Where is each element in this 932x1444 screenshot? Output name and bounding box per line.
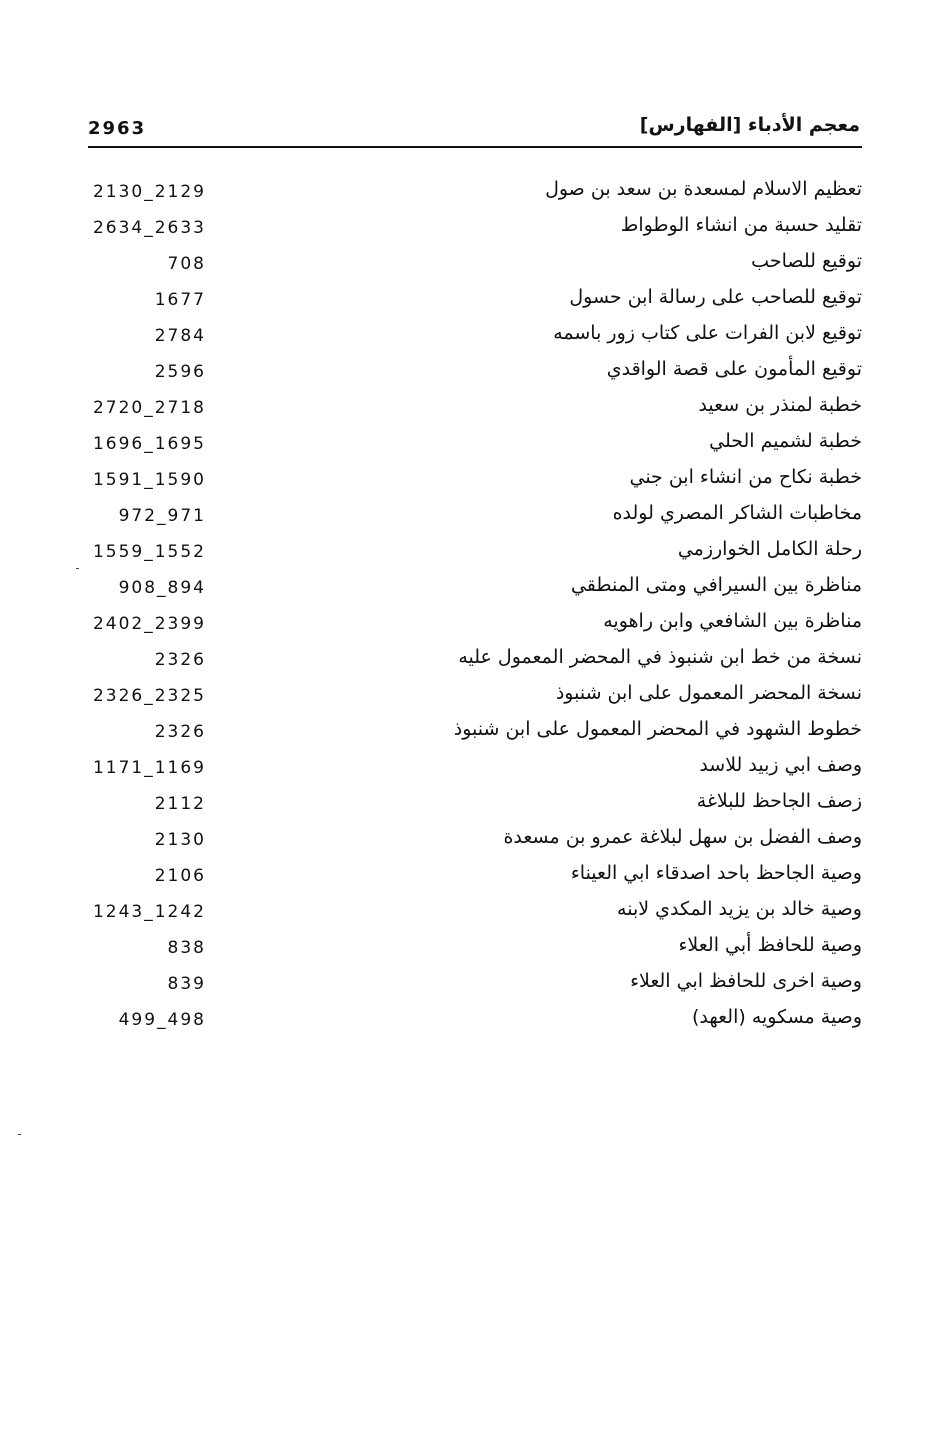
entry-title: وصف ابي زبيد للاسد <box>699 754 862 776</box>
entry-pages: 2596 <box>154 362 206 382</box>
running-title: معجم الأدباء [الفهارس] <box>639 114 860 136</box>
header-rule <box>88 146 862 148</box>
index-entry <box>88 500 862 536</box>
entry-pages: 2720_2718 <box>92 398 206 418</box>
entry-pages: 908_894 <box>118 578 206 598</box>
entry-pages: 2634_2633 <box>92 218 206 238</box>
entry-pages: 2130 <box>154 830 206 850</box>
index-entry <box>88 320 862 356</box>
stray-mark <box>18 1134 21 1135</box>
index-entry <box>88 572 862 608</box>
index-entry <box>88 536 862 572</box>
entry-pages: 1559_1552 <box>92 542 206 562</box>
index-entry <box>88 284 862 320</box>
entry-pages: 2326 <box>154 722 206 742</box>
entry-title: توقيع للصاحب على رسالة ابن حسول <box>569 286 862 308</box>
entry-pages: 838 <box>167 938 206 958</box>
entry-pages: 1171_1169 <box>92 758 206 778</box>
entry-title: تقليد حسبة من انشاء الوطواط <box>620 214 862 236</box>
entry-pages: 2326 <box>154 650 206 670</box>
index-entry <box>88 680 862 716</box>
entry-pages: 2112 <box>154 794 206 814</box>
index-entry <box>88 356 862 392</box>
stray-mark <box>76 568 79 569</box>
page-number: 2963 <box>88 118 147 139</box>
index-entry <box>88 860 862 896</box>
entry-pages: 1696_1695 <box>92 434 206 454</box>
entry-pages: 2130_2129 <box>92 182 206 202</box>
entry-title: توقيع المأمون على قصة الواقدي <box>606 358 862 380</box>
entry-title: تعظيم الاسلام لمسعدة بن سعد بن صول <box>545 178 862 200</box>
entry-pages: 499_498 <box>118 1010 206 1030</box>
entry-title: وصف الفضل بن سهل لبلاغة عمرو بن مسعدة <box>503 826 862 848</box>
entry-title: خطبة لشميم الحلي <box>709 430 862 452</box>
entry-title: خطوط الشهود في المحضر المعمول على ابن شنبوذ <box>453 718 862 740</box>
index-entry <box>88 896 862 932</box>
entry-pages: 1677 <box>154 290 206 310</box>
entry-pages: 2326_2325 <box>92 686 206 706</box>
entry-title: زصف الجاحظ للبلاغة <box>696 790 862 812</box>
entry-title: توقيع للصاحب <box>751 250 862 272</box>
index-entry <box>88 968 862 1004</box>
entry-pages: 1591_1590 <box>92 470 206 490</box>
index-entry <box>88 176 862 212</box>
entry-pages: 972_971 <box>118 506 206 526</box>
index-entry <box>88 428 862 464</box>
entry-title: خطبة لمنذر بن سعيد <box>698 394 862 416</box>
entry-pages: 2106 <box>154 866 206 886</box>
entry-title: وصية للحافظ أبي العلاء <box>678 934 862 956</box>
entry-pages: 839 <box>167 974 206 994</box>
index-entry <box>88 644 862 680</box>
index-entry <box>88 824 862 860</box>
entry-pages: 708 <box>167 254 206 274</box>
entry-title: خطبة نكاح من انشاء ابن جني <box>629 466 862 488</box>
entry-title: رحلة الكامل الخوارزمي <box>677 538 862 560</box>
index-entry <box>88 464 862 500</box>
index-entry <box>88 1004 862 1040</box>
index-entry <box>88 212 862 248</box>
entry-pages: 2402_2399 <box>92 614 206 634</box>
index-entry <box>88 752 862 788</box>
index-entry <box>88 248 862 284</box>
index-entry <box>88 392 862 428</box>
entry-title: وصية اخرى للحافظ ابي العلاء <box>630 970 862 992</box>
entry-title: مخاطبات الشاكر المصري لولده <box>612 502 862 524</box>
entry-title: توقيع لابن الفرات على كتاب زور باسمه <box>553 322 862 344</box>
entry-pages: 2784 <box>154 326 206 346</box>
entry-title: نسخة المحضر المعمول على ابن شنبوذ <box>555 682 862 704</box>
index-list <box>88 176 862 1040</box>
entry-title: مناظرة بين الشافعي وابن راهويه <box>603 610 862 632</box>
entry-title: نسخة من خط ابن شنبوذ في المحضر المعمول عليه <box>458 646 862 668</box>
index-entry <box>88 788 862 824</box>
entry-title: وصية الجاحظ باحد اصدقاء ابي العيناء <box>570 862 862 884</box>
index-entry <box>88 716 862 752</box>
index-entry <box>88 608 862 644</box>
entry-pages: 1243_1242 <box>92 902 206 922</box>
entry-title: وصية مسكويه (العهد) <box>691 1006 862 1028</box>
entry-title: مناظرة بين السيرافي ومتى المنطقي <box>570 574 862 596</box>
entry-title: وصية خالد بن يزيد المكدي لابنه <box>617 898 862 920</box>
index-entry <box>88 932 862 968</box>
